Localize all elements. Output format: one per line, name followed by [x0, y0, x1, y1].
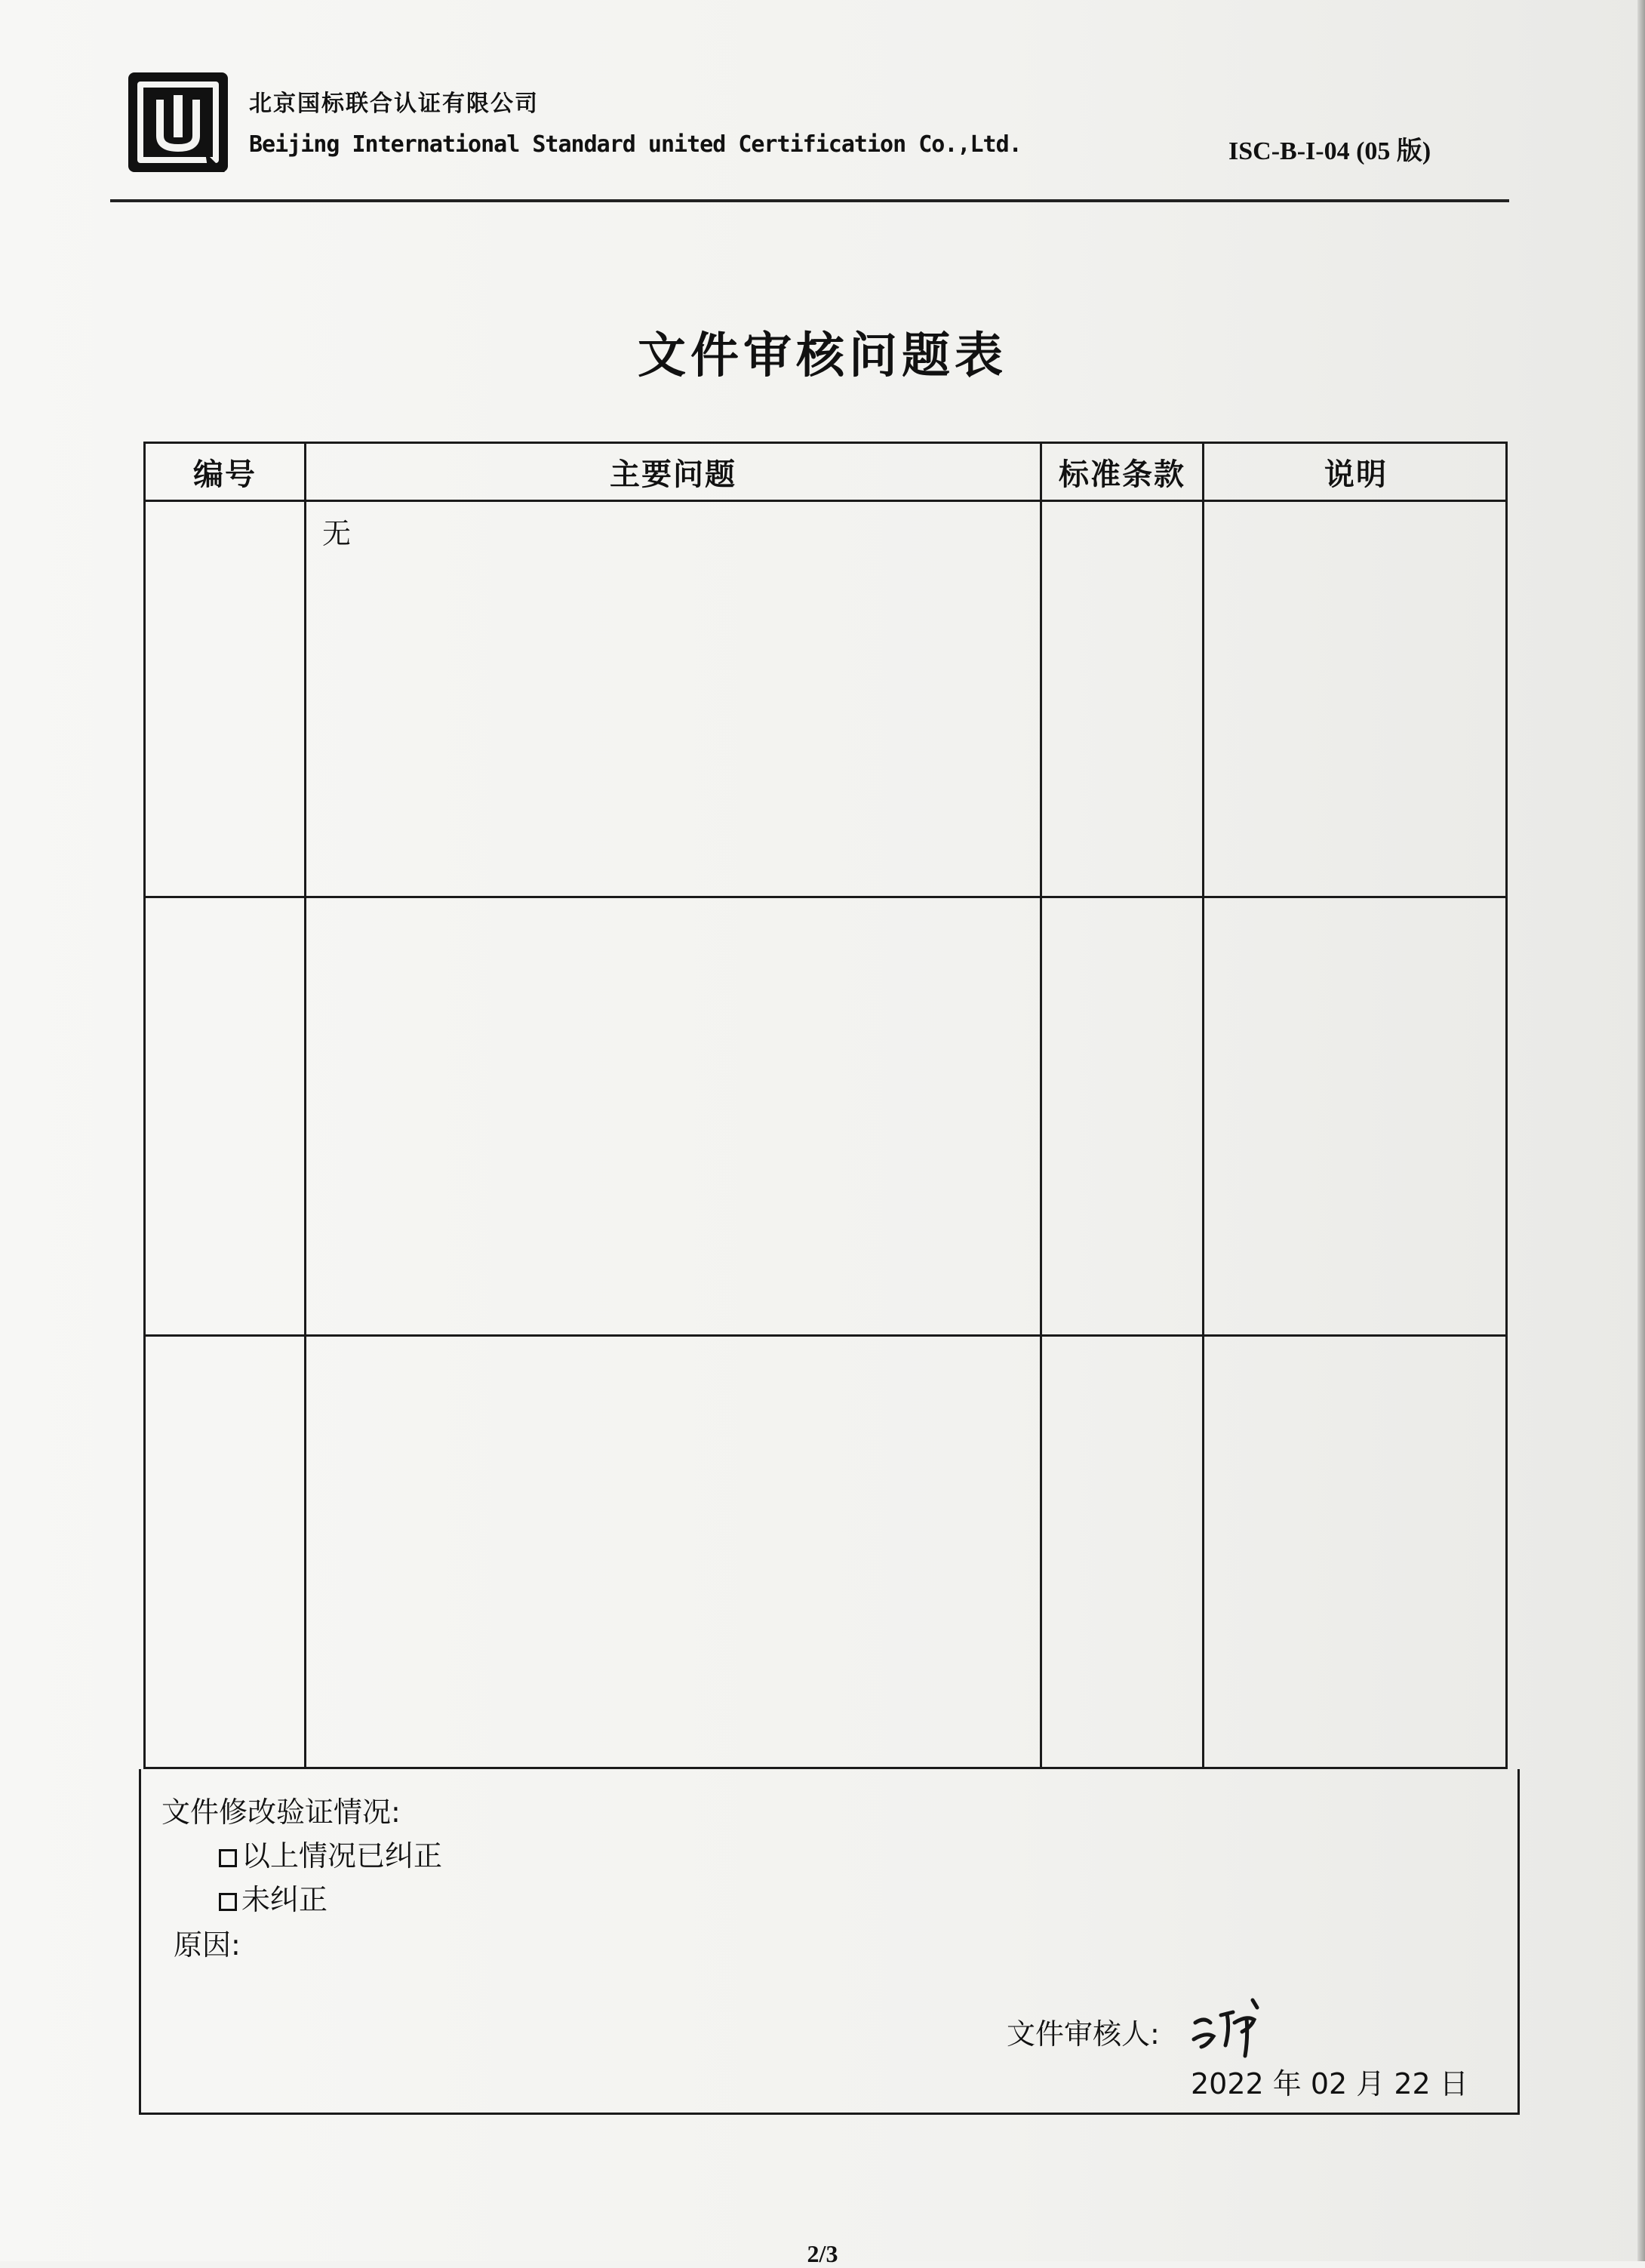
company-logo-icon	[125, 69, 231, 175]
row-divider	[146, 896, 1508, 898]
column-header-issue: 主要问题	[610, 457, 736, 492]
column-header-clause: 标准条款	[1059, 457, 1185, 492]
column-divider	[304, 444, 306, 1769]
page-number: 2/3	[807, 2240, 838, 2267]
company-name-cn: 北京国标联合认证有限公司	[249, 91, 539, 117]
option-not-corrected[interactable]	[219, 1876, 327, 1918]
table-cell-issue: 无	[322, 517, 352, 550]
auditor-label: 文件审核人:	[1007, 2017, 1160, 2051]
company-name-en: Beijing International Standard united Certification Co.,Ltd.	[249, 131, 1022, 158]
auditor-signature-icon	[1188, 1993, 1278, 2060]
row-divider	[146, 1334, 1508, 1337]
option-corrected-label: 以上情况已纠正	[241, 1839, 443, 1873]
column-header-note: 说明	[1324, 457, 1388, 492]
header-divider	[110, 199, 1509, 202]
column-divider	[1040, 444, 1042, 1769]
column-header-number: 编号	[193, 457, 257, 492]
option-not-corrected-label: 未纠正	[241, 1883, 328, 1916]
header-row-divider	[146, 500, 1508, 502]
audit-issue-table	[143, 442, 1508, 1769]
page-title: 文件审核问题表	[638, 328, 1007, 384]
verification-label: 文件修改验证情况:	[161, 1796, 401, 1829]
audit-date: 2022 年 02 月 22 日	[1191, 2067, 1468, 2100]
checkbox-corrected[interactable]	[219, 1849, 237, 1867]
checkbox-not-corrected[interactable]	[219, 1893, 237, 1911]
column-divider	[1202, 444, 1204, 1769]
reason-label: 原因:	[174, 1928, 241, 1962]
option-corrected[interactable]	[219, 1833, 442, 1874]
document-code: ISC-B-I-04 (05 版)	[1228, 137, 1431, 165]
